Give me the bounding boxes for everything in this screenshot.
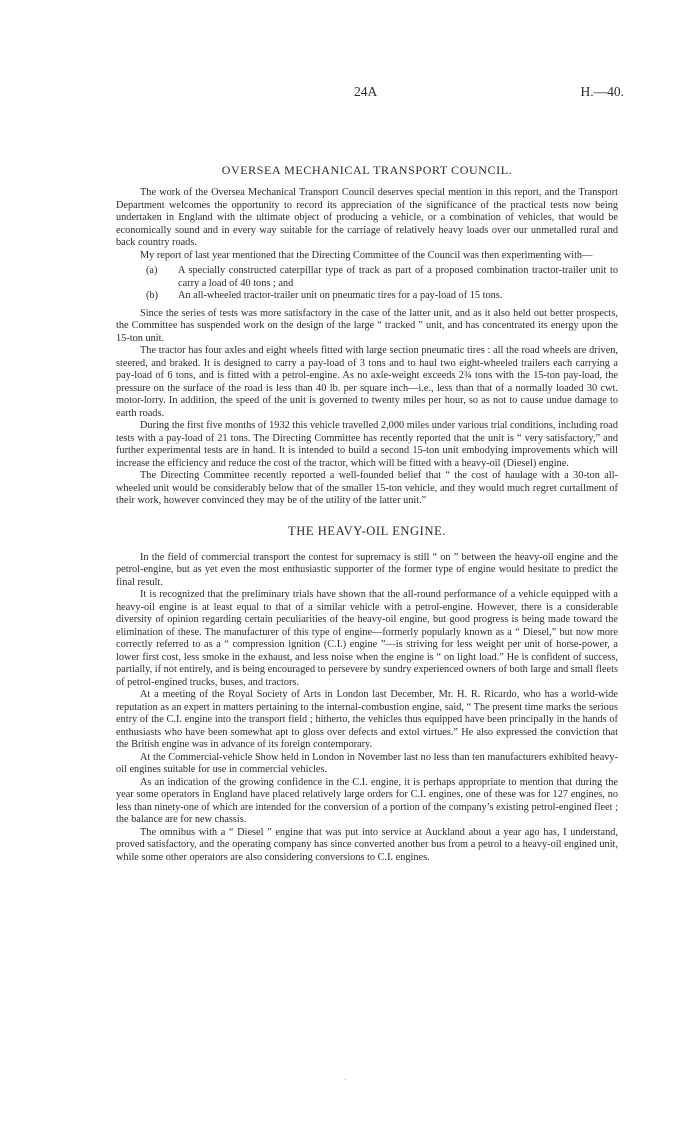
paragraph: At a meeting of the Royal Society of Arts in London last December, Mr. H. R. Ricardo, who has a world-wide reputation as an expert in matters pertaining to the internal-combustion engine, said, “ The present time marks the serious entry of the C.I. engine into the transport field ; hitherto, the vehicles thus equipped have been principally in the hands of enthusiasts who have been somewhat apt to gloss over defects and extol virtues.” He also expressed the conviction that the British engine was in advance of its foreign contemporary. [116,689,618,750]
list-marker: (b) [146,290,159,301]
paragraph: It is recognized that the preliminary trials have shown that the all-round performance of a vehicle equipped with a heavy-oil engine is at least equal to that of a similar vehicle with a petrol-engine. However, there is a considerable diversity of opinion regarding certain peculiarities of the heavy-oil engine, but good progress is being made toward the elimination of these. The manufacturer of this type of engine—formerly popularly known as a “ Diesel,” but now more correctly referred to as a “ compression ignition (C.I.) engine ”—is striving for less weight per unit of horse-power, a lower first cost, less smoke in the exhaust, and less noise when the engine is “ on light load.” He is confident of success, partially, if not entirely, and is being encouraged to persevere by sundry experienced owners of both large and small fleets of petrol-engined trucks, buses, and tractors. [116,589,618,688]
section-title: OVERSEA MECHANICAL TRANSPORT COUNCIL. [221,163,513,177]
page-number: 24A [354,84,378,99]
list-item-text: A specially constructed caterpillar type of track as part of a proposed combination tractor-trailer unit to carry a load of 40 tons ; and [178,265,618,289]
list-item-text: An all-wheeled tractor-trailer unit on pneumatic tires for a pay-load of 15 tons. [178,290,503,301]
paragraph: My report of last year mentioned that the Directing Committee of the Council was then experimenting with— [140,249,593,261]
section-title: THE HEAVY-OIL ENGINE. [287,523,447,538]
paragraph: The work of the Oversea Mechanical Transport Council deserves special mention in this report, and the Transport Department welcomes the opportunity to record its appreciation of the significance of the practical tests now being undertaken in England with the ultimate object of producing a vehicle, or a combination of vehicles, that would be economically sound and in every way suitable for the carriage of relatively heavy loads over our unmetalled rural and back country roads. [116,187,618,248]
paragraph: Since the series of tests was more satisfactory in the case of the latter unit, and as it also held out better prospects, the Committee has suspended work on the design of the large “ tracked ” unit, and has concentrated its energy upon the 15-ton unit. [116,307,618,344]
paragraph: The tractor has four axles and eight wheels fitted with large section pneumatic tires : all the road wheels are driven, steered, and braked. It is designed to carry a pay-load of 3 tons and to haul two eight-wheeled trailers each carrying a pay-load of 6 tons, and is fitted with a petrol-engine. As no axle-weight exceeds 2¾ tons with the 15-ton pay-load, the pressure on the surface of the road is less than 40 lb. per square inch—i.e., less than that of a normally loaded 30 cwt. motor-lorry. In addition, the speed of the unit is governed to twenty miles per hour, so as not to cause undue damage to earth roads. [116,345,618,419]
list-marker: (a) [146,265,158,276]
list-item [116,265,618,290]
paragraph: At the Commercial-vehicle Show held in London in November last no less than ten manufacturers exhibited heavy-oil engines suitable for use in commercial vehicles. [116,751,618,775]
paragraph: In the field of commercial transport the contest for supremacy is still “ on ” between the heavy-oil engine and the petrol-engine, but as yet even the most enthusiastic supporter of the former type of engine would hesitate to predict the final result. [116,551,618,588]
page-content [116,163,618,864]
list-item [116,290,618,303]
page-header [0,84,700,104]
page-mark: · [344,1076,347,1084]
paragraph: During the first five months of 1932 this vehicle travelled 2,000 miles under various trial conditions, including road tests with a pay-load of 21 tons. The Directing Committee has recently reported that the unit is “ very satisfactory,” and further experimental tests are in hand. It is intended to build a second 15-ton unit embodying improvements which will increase the efficiency and reduce the cost of the tractor, which will be fitted with a heavy-oil (Diesel) engine. [116,420,618,469]
experiment-list [116,265,618,303]
paragraph: The omnibus with a “ Diesel ” engine that was put into service at Auckland about a year ago has, I understand, proved satisfactory, and the operating company has since converted another bus from a petrol to a heavy-oil engined unit, while some other operators are also considering conversions to C.I. engines. [116,826,618,863]
document-reference: H.—40. [580,84,624,99]
paragraph: The Directing Committee recently reported a well-founded belief that “ the cost of haulage with a 30-ton all-wheeled unit would be considerably below that of the smaller 15-ton vehicle, and they would much regret curtailment of their work, however convinced they may be of the utility of the latter unit.” [116,470,618,506]
paragraph: As an indication of the growing confidence in the C.I. engine, it is perhaps appropriate to mention that during the year some operators in England have placed relatively large orders for C.I. engines, one of these was for 127 engines, no less than ninety-one of which are intended for the conversion of a portion of the company’s existing petrol-engined fleet ; the balance are for new chassis. [116,776,618,825]
